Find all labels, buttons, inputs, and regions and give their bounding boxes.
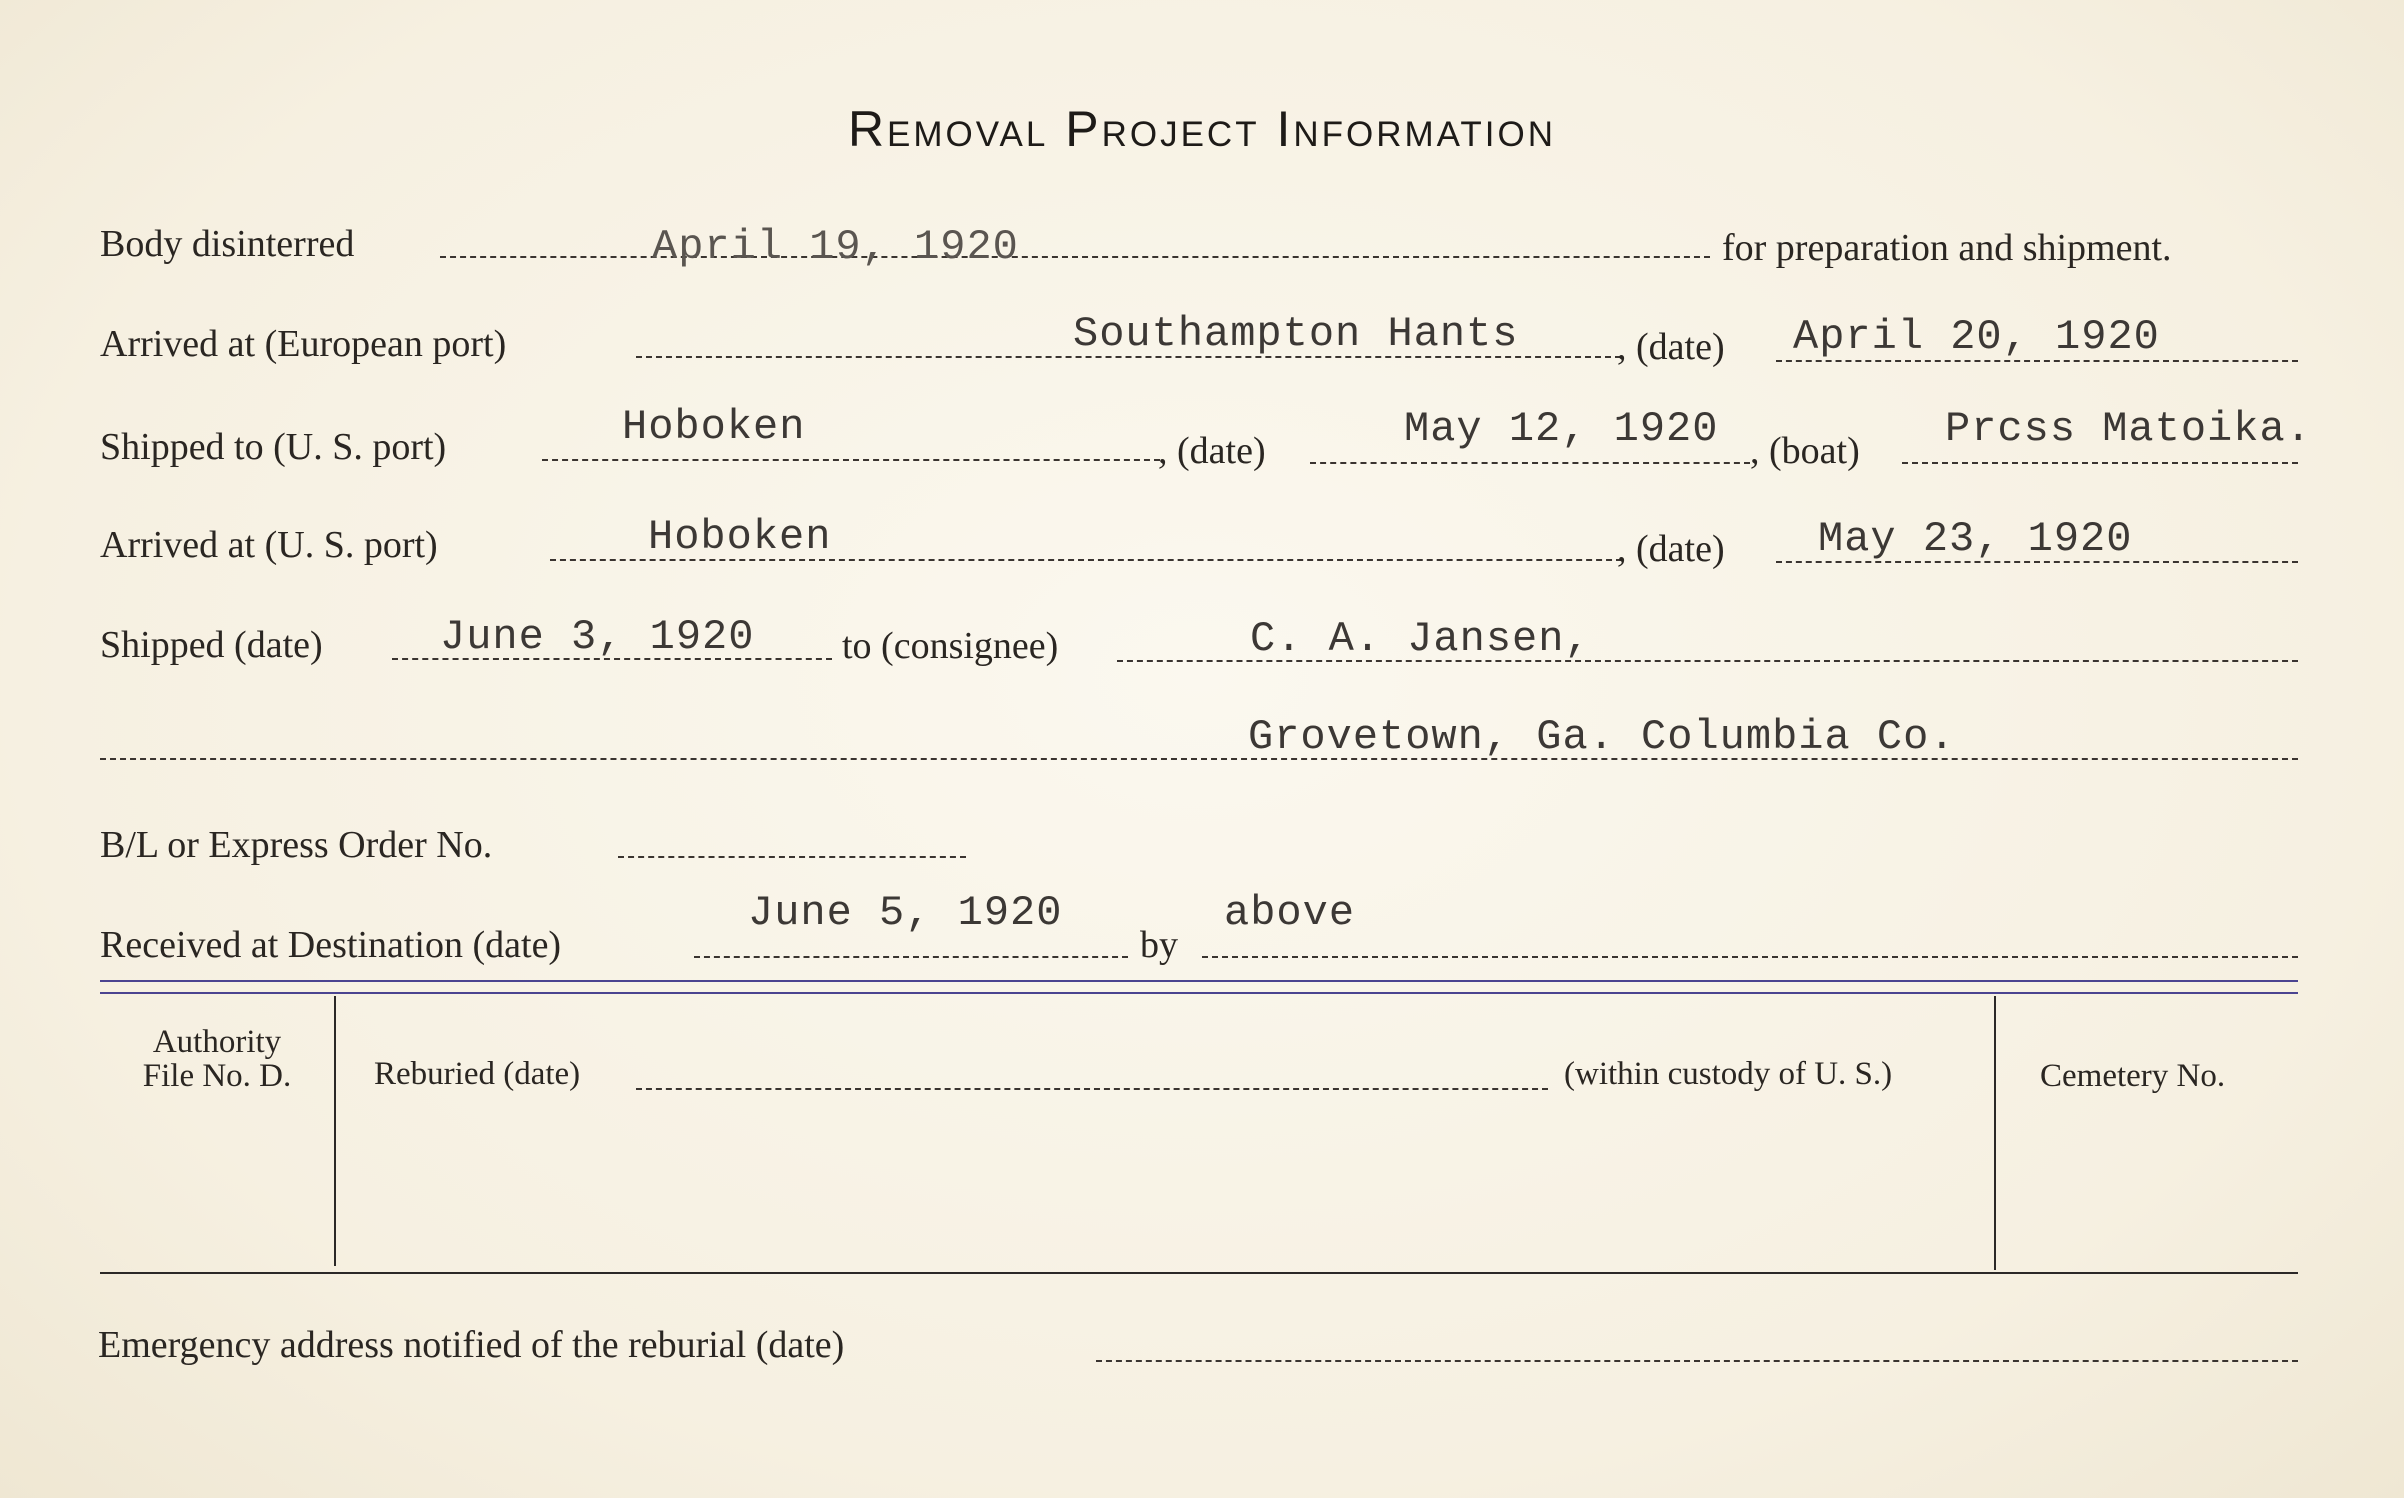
- arrived-us-date-label: , (date): [1617, 528, 1725, 570]
- table-divider-2: [1994, 996, 1996, 1270]
- address-line: [100, 758, 2298, 760]
- received-label: Received at Destination (date): [100, 924, 562, 966]
- arrived-us-date: May 23, 1920: [1818, 515, 2133, 563]
- table-divider-1: [334, 996, 336, 1266]
- received-date-line: [694, 956, 1128, 958]
- bl-line: [618, 856, 966, 858]
- disinterred-suffix: for preparation and shipment.: [1722, 227, 2172, 269]
- shipped-us-label: Shipped to (U. S. port): [100, 426, 447, 468]
- emergency-label: Emergency address notified of the reburial (date): [98, 1324, 845, 1366]
- arrived-us-label: Arrived at (U. S. port): [100, 524, 438, 566]
- disinterred-line: [440, 256, 1710, 258]
- received-date: June 5, 1920: [748, 889, 1063, 937]
- arrived-eu-date: April 20, 1920: [1793, 313, 2160, 361]
- disinterred-label: Body disinterred: [100, 223, 355, 265]
- consignee-address: Grovetown, Ga. Columbia Co.: [1248, 713, 1956, 761]
- shipped-us-date: May 12, 1920: [1404, 405, 1719, 453]
- shipped-date: June 3, 1920: [440, 613, 755, 661]
- shipped-date-label: Shipped (date): [100, 624, 323, 666]
- shipped-us-date-label: , (date): [1158, 430, 1266, 472]
- shipped-us-boat-line: [1902, 462, 2298, 464]
- received-by-label: by: [1140, 924, 1178, 966]
- consignee-name: C. A. Jansen,: [1250, 615, 1591, 663]
- disinterred-value: April 19, 1920: [652, 223, 1019, 271]
- authority-label-1: Authority: [152, 1024, 282, 1060]
- shipped-us-port: Hoboken: [622, 403, 806, 451]
- shipped-us-port-line: [542, 459, 1160, 461]
- page-title: Removal Project Information: [847, 101, 1557, 157]
- authority-label-2: File No. D.: [142, 1058, 292, 1094]
- table-top-rule-2: [100, 992, 2298, 994]
- bl-label: B/L or Express Order No.: [100, 824, 493, 866]
- arrived-us-port: Hoboken: [648, 513, 832, 561]
- arrived-eu-date-label: , (date): [1617, 326, 1725, 368]
- shipped-us-boat-label: , (boat): [1750, 430, 1860, 472]
- reburied-line: [636, 1088, 1548, 1090]
- custody-label: (within custody of U. S.): [1564, 1056, 1893, 1092]
- table-top-rule: [100, 980, 2298, 982]
- arrived-eu-port: Southampton Hants: [1073, 310, 1519, 358]
- arrived-eu-label: Arrived at (European port): [100, 323, 507, 365]
- consignee-label: to (consignee): [842, 625, 1059, 667]
- shipped-us-boat: Prcss Matoika.: [1945, 405, 2312, 453]
- received-by-line: [1202, 956, 2298, 958]
- table-bottom-rule: [100, 1272, 2298, 1274]
- emergency-line: [1096, 1360, 2298, 1362]
- received-by: above: [1224, 889, 1356, 937]
- shipped-us-date-line: [1310, 462, 1750, 464]
- cemetery-label: Cemetery No.: [2040, 1058, 2226, 1094]
- reburied-label: Reburied (date): [374, 1056, 581, 1092]
